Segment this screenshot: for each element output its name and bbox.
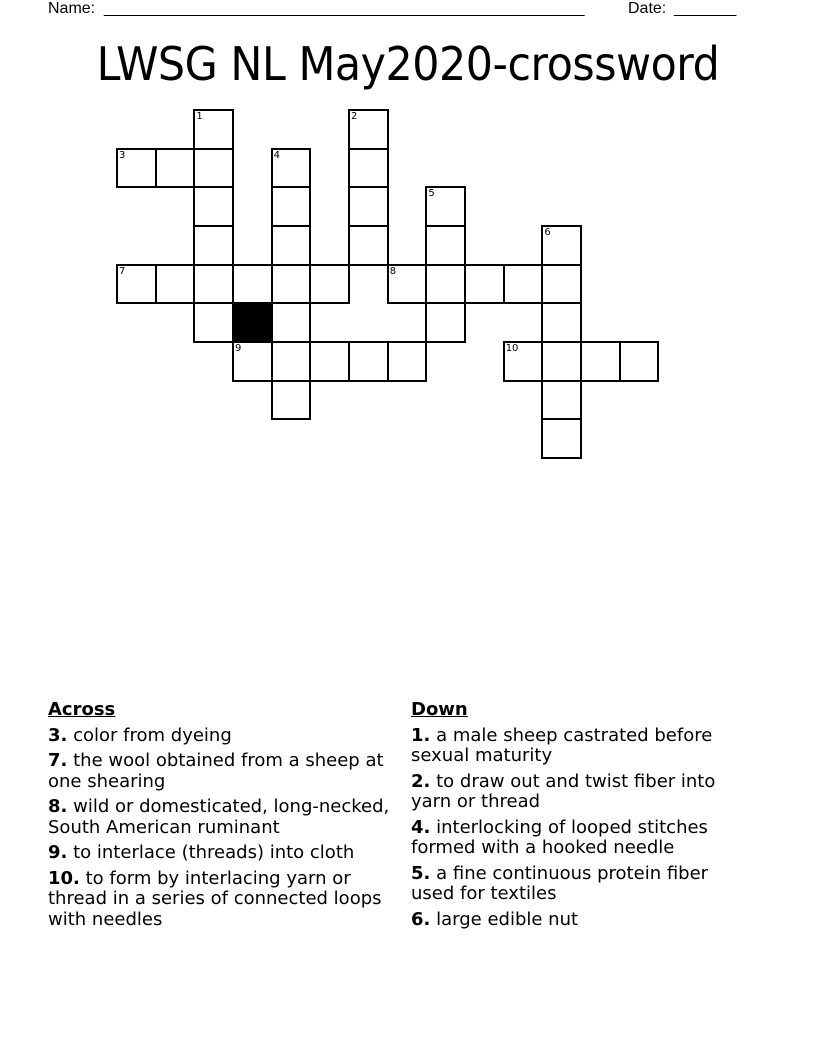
clue-across-10 [48, 869, 403, 931]
clue-across-9 [48, 843, 403, 864]
across-clues [48, 700, 403, 935]
clue-text: a male sheep castrated before sexual maturity [411, 724, 713, 766]
clue-text: large edible nut [436, 908, 579, 930]
crossword-grid [117, 110, 677, 470]
date-label: Date: [628, 0, 667, 17]
grid-cell[interactable] [425, 264, 466, 305]
clue-across-8 [48, 797, 403, 838]
clue-text: to interlace (threads) into cloth [73, 842, 355, 863]
clue-number: 8. [48, 796, 68, 817]
grid-cell[interactable] [541, 341, 582, 382]
grid-cell[interactable] [193, 225, 234, 266]
name-label: Name: [48, 0, 96, 17]
clue-down-1 [411, 726, 751, 767]
grid-cell[interactable] [464, 264, 505, 305]
across-heading: Across [48, 699, 116, 720]
grid-cell[interactable] [541, 225, 582, 266]
grid-cell[interactable] [155, 148, 196, 189]
grid-cell[interactable] [425, 302, 466, 343]
grid-cell[interactable] [348, 341, 389, 382]
grid-cell[interactable] [425, 225, 466, 266]
grid-cell[interactable] [193, 148, 234, 189]
clue-down-6 [411, 910, 751, 931]
grid-cell[interactable] [425, 186, 466, 227]
clue-text: the wool obtained from a sheep at one shearing [48, 750, 384, 792]
grid-cell[interactable] [348, 148, 389, 189]
grid-cell[interactable] [387, 341, 428, 382]
clue-number: 9. [48, 842, 68, 863]
grid-cell[interactable] [232, 264, 273, 305]
grid-cell[interactable] [309, 264, 350, 305]
grid-cell[interactable] [271, 380, 312, 421]
grid-cell[interactable] [309, 341, 350, 382]
grid-cell[interactable] [541, 302, 582, 343]
grid-cell[interactable] [348, 186, 389, 227]
cell-number: 10 [505, 343, 519, 355]
clue-number: 2. [411, 770, 431, 792]
grid-cell[interactable] [193, 109, 234, 150]
cell-number: 8 [389, 265, 397, 277]
grid-cell[interactable] [348, 225, 389, 266]
clue-down-4 [411, 818, 751, 859]
clue-text: wild or domesticated, long-necked, South American ruminant [48, 796, 390, 838]
name-field[interactable]: ______________________________________________________ [104, 0, 585, 17]
grid-cell[interactable] [503, 264, 544, 305]
grid-cell[interactable] [503, 341, 544, 382]
cell-number: 6 [544, 227, 551, 238]
clue-number: 3. [48, 724, 68, 746]
clue-down-5 [411, 864, 751, 905]
grid-cell[interactable] [271, 264, 312, 305]
cell-number: 7 [119, 265, 126, 277]
grid-cell[interactable] [541, 264, 582, 305]
grid-cell[interactable] [116, 264, 157, 305]
clue-text: a fine continuous protein fiber used for textiles [411, 862, 709, 904]
clue-down-2 [411, 772, 751, 813]
grid-cell[interactable] [193, 302, 234, 343]
clue-text: to draw out and twist fiber into yarn or thread [411, 770, 716, 812]
clue-number: 5. [411, 862, 431, 884]
clue-number: 6. [411, 908, 431, 930]
clue-text: color from dyeing [73, 724, 232, 746]
down-heading: Down [411, 699, 468, 720]
page-title: LWSG NL May2020-crossword [96, 37, 720, 91]
clue-text: interlocking of looped stitches formed with a hooked needle [411, 816, 708, 858]
grid-cell[interactable] [271, 148, 312, 189]
grid-cell[interactable] [271, 302, 312, 343]
grid-cell[interactable] [541, 380, 582, 421]
clue-number: 1. [411, 724, 431, 746]
grid-cell[interactable] [348, 109, 389, 150]
clue-number: 7. [48, 750, 68, 771]
grid-cell[interactable] [271, 341, 312, 382]
grid-cell[interactable] [232, 341, 273, 382]
name-date-header [48, 0, 748, 20]
grid-cell[interactable] [580, 341, 621, 382]
grid-cell[interactable] [193, 264, 234, 305]
down-clues [411, 700, 751, 935]
clue-text: to form by interlacing yarn or thread in a series of connected loops with needles [48, 867, 382, 930]
black-cell [232, 302, 273, 343]
cell-number: 1 [196, 111, 203, 122]
cell-number: 3 [119, 149, 126, 161]
clue-number: 4. [411, 816, 431, 838]
clue-across-3 [48, 726, 403, 747]
cell-number: 9 [235, 343, 242, 355]
date-field[interactable]: _______ [674, 0, 737, 17]
clue-number: 10. [48, 867, 80, 889]
clue-across-7 [48, 751, 403, 792]
grid-cell[interactable] [619, 341, 660, 382]
grid-cell[interactable] [271, 186, 312, 227]
grid-cell[interactable] [155, 264, 196, 305]
cell-number: 2 [351, 111, 358, 122]
cell-number: 5 [428, 188, 435, 200]
grid-cell[interactable] [541, 418, 582, 459]
grid-cell[interactable] [271, 225, 312, 266]
grid-cell[interactable] [116, 148, 157, 189]
cell-number: 4 [273, 149, 281, 161]
grid-cell[interactable] [193, 186, 234, 227]
grid-cell[interactable] [387, 264, 428, 305]
